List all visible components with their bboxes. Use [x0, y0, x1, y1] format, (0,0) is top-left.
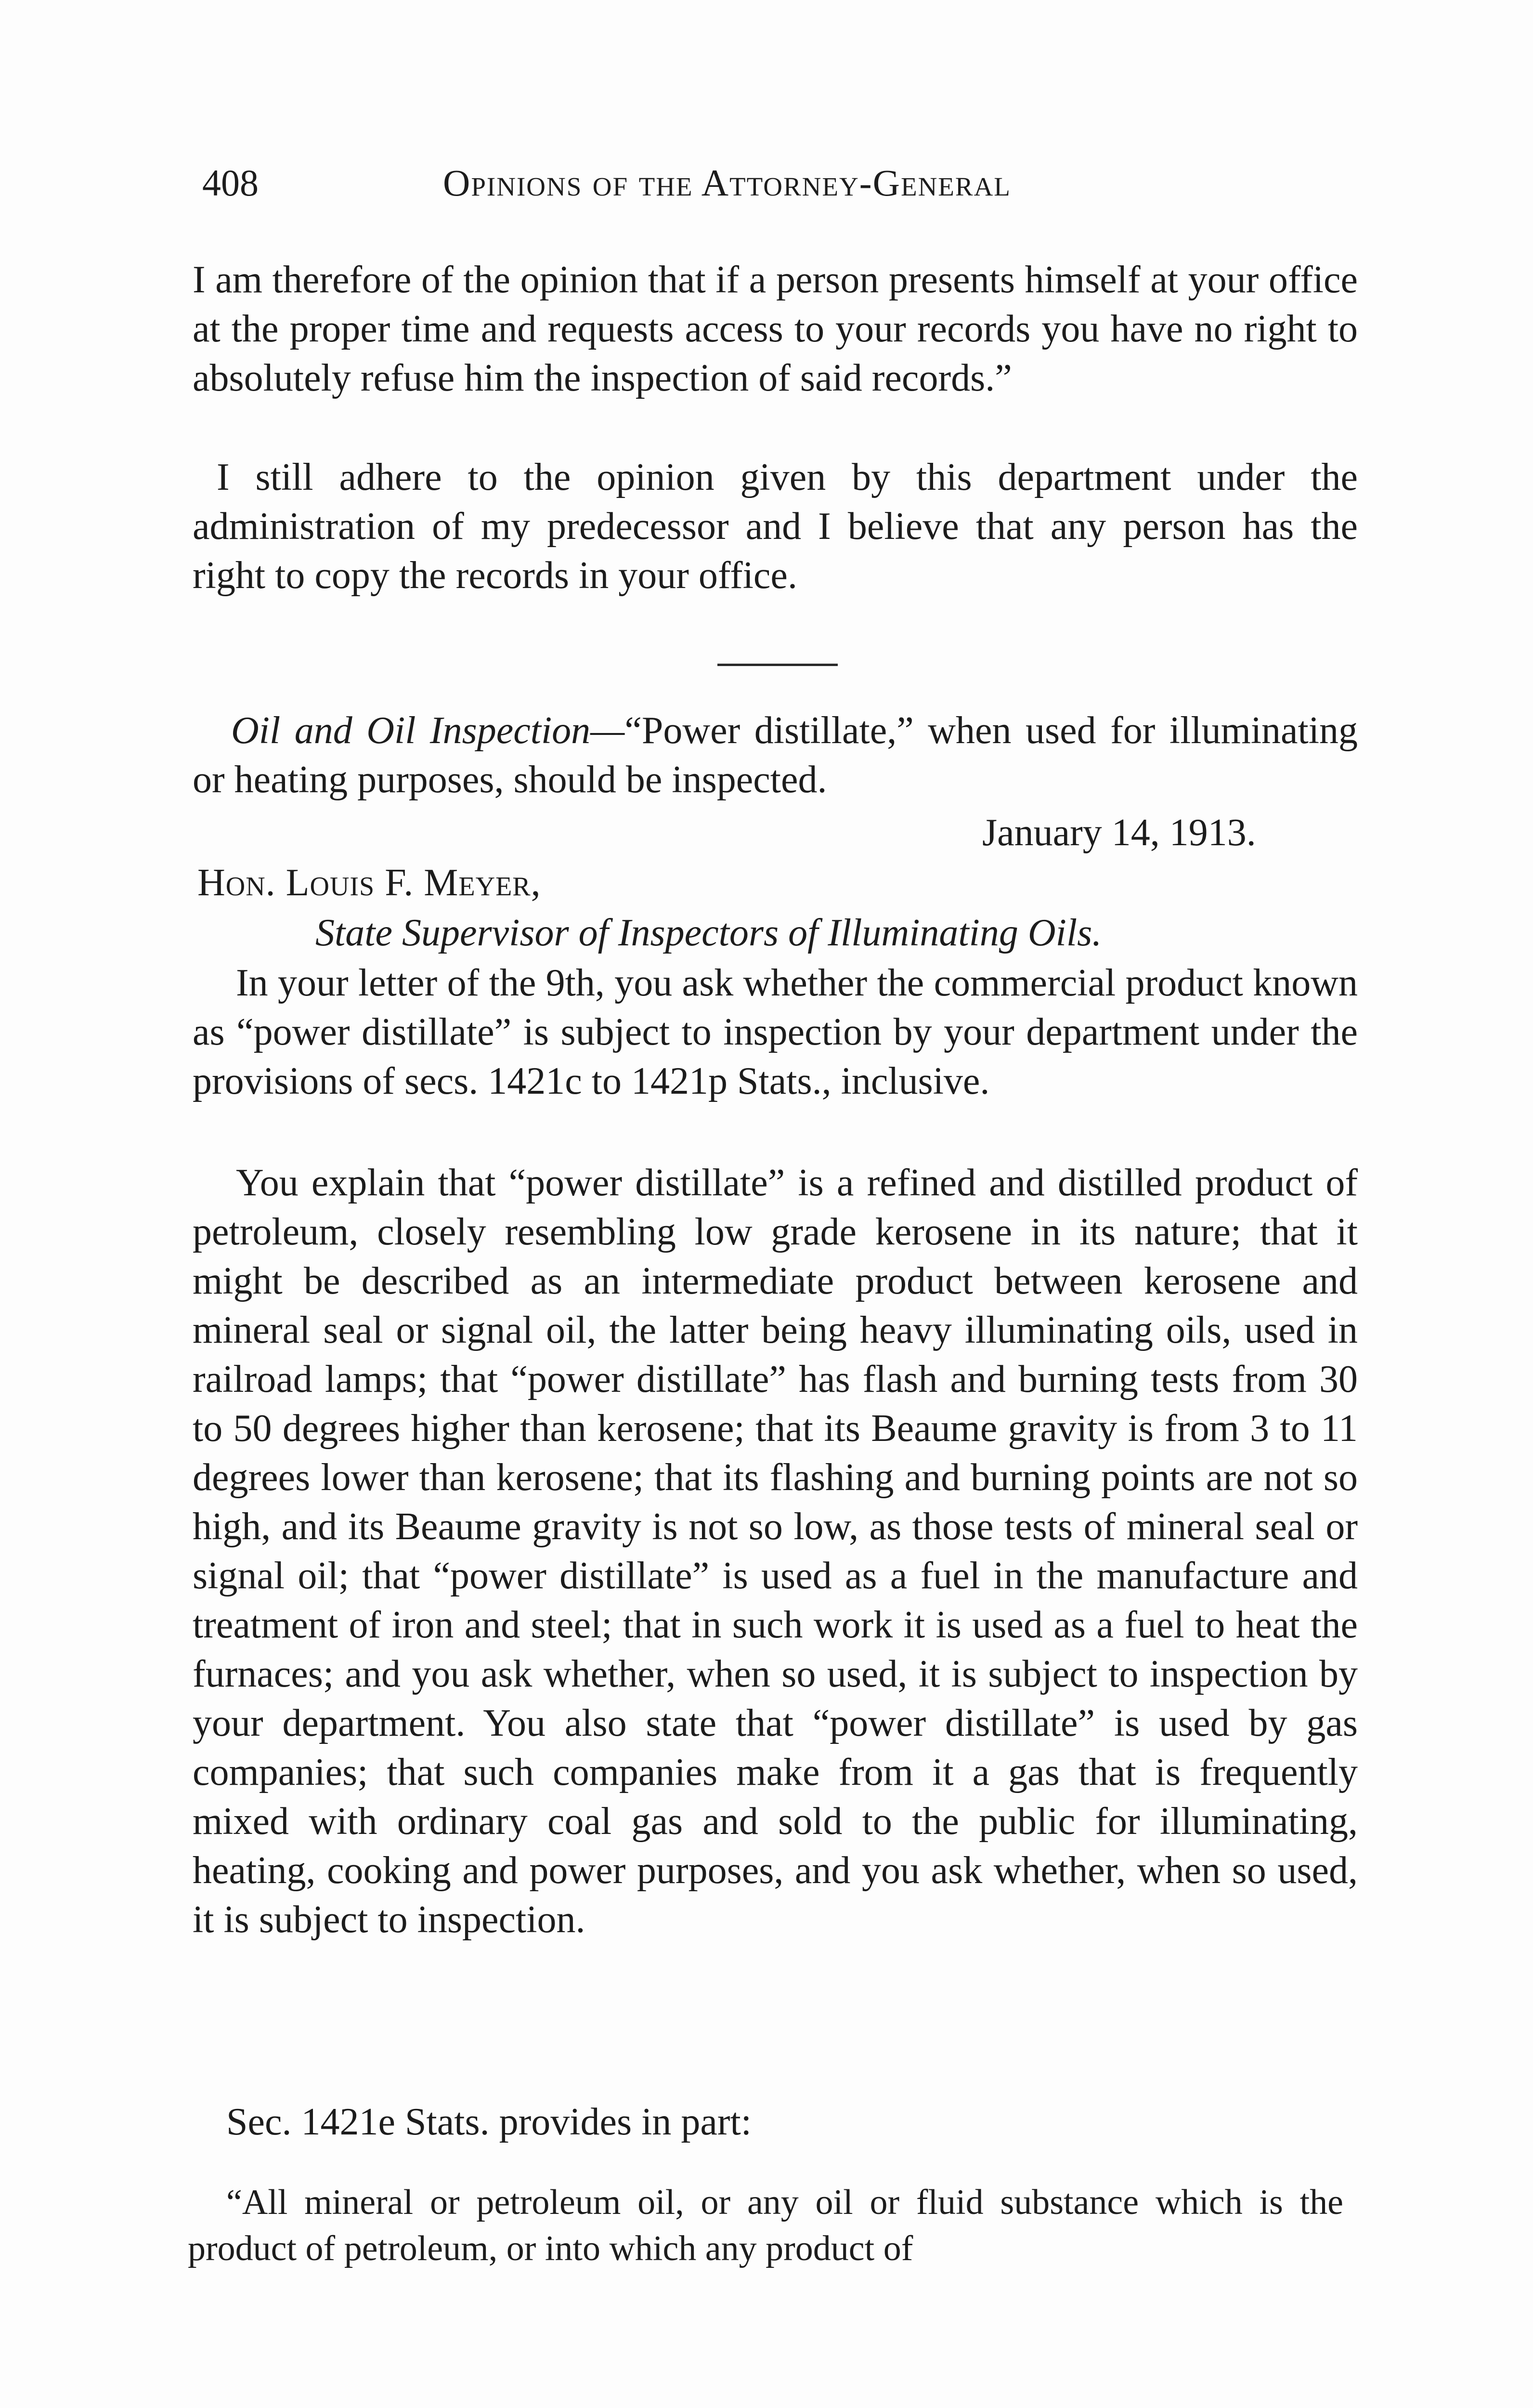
- opinion-paragraph-facts: You explain that “power distillate” is a refined and distilled product of petroleum, closely resembling low grade kerosene in its nature; that it might be described as an intermediate product between kerosene and mineral seal or signal oil, the latter being heavy illuminating oils, used in railroad lamps; that “power distillate” has flash and burning tests from 30 to 50 degrees higher than kerosene; that its Beaume gravity is from 3 to 11 degrees lower than kerosene; that its flashing and burning points are not so high, and its Beaume gravity is not so low, as those tests of mineral seal or signal oil; that “power distillate” is used as a fuel in the manufacture and treatment of iron and steel; that in such work it is used as a fuel to heat the furnaces; and you ask whether, when so used, it is subject to inspection by your department. You also state that “power distillate” is used by gas companies; that such companies make from it a gas that is frequently mixed with ordinary coal gas and sold to the public for illuminating, heating, cooking and power purposes, and you ask whether, when so used, it is subject to inspection.: [193, 1162, 1358, 1941]
- addressee-title: State Supervisor of Inspectors of Illuminating Oils.: [315, 912, 1102, 954]
- opinion-topic: Oil and Oil Inspection—: [231, 709, 625, 752]
- opinion-syllabus: “Power distillate,” when used for illuminating or heating purposes, should be inspected.: [193, 709, 1358, 801]
- opinion-headnote: [193, 706, 1358, 804]
- continued-paragraph: I am therefore of the opinion that if a person presents himself at your office at the proper time and requests access to your records you have no right to absolutely refuse him the inspection of said records.”: [193, 259, 1358, 399]
- section-divider: [717, 664, 838, 666]
- statute-quote: “All mineral or petroleum oil, or any oil or fluid substance which is the product of petroleum, or into which any product of: [188, 2183, 1343, 2268]
- running-header: [202, 161, 1348, 214]
- addressee-name: Hon. Louis F. Meyer,: [197, 862, 541, 904]
- opinion-date: January 14, 1913.: [982, 811, 1256, 854]
- page-number: 408: [202, 162, 259, 204]
- closing-paragraph: I still adhere to the opinion given by this department under the administration of my predecessor and I believe that any person has the right to copy the records in your office.: [193, 456, 1358, 597]
- opinion-paragraph-question: In your letter of the 9th, you ask whether the commercial product known as “power distillate” is subject to inspection by your department under the provisions of secs. 1421c to 1421p Stats., inclusive.: [193, 962, 1358, 1102]
- opinion-paragraph-statute: Sec. 1421e Stats. provides in part:: [226, 2101, 752, 2143]
- running-title: Opinions of the Attorney-General: [443, 162, 1011, 204]
